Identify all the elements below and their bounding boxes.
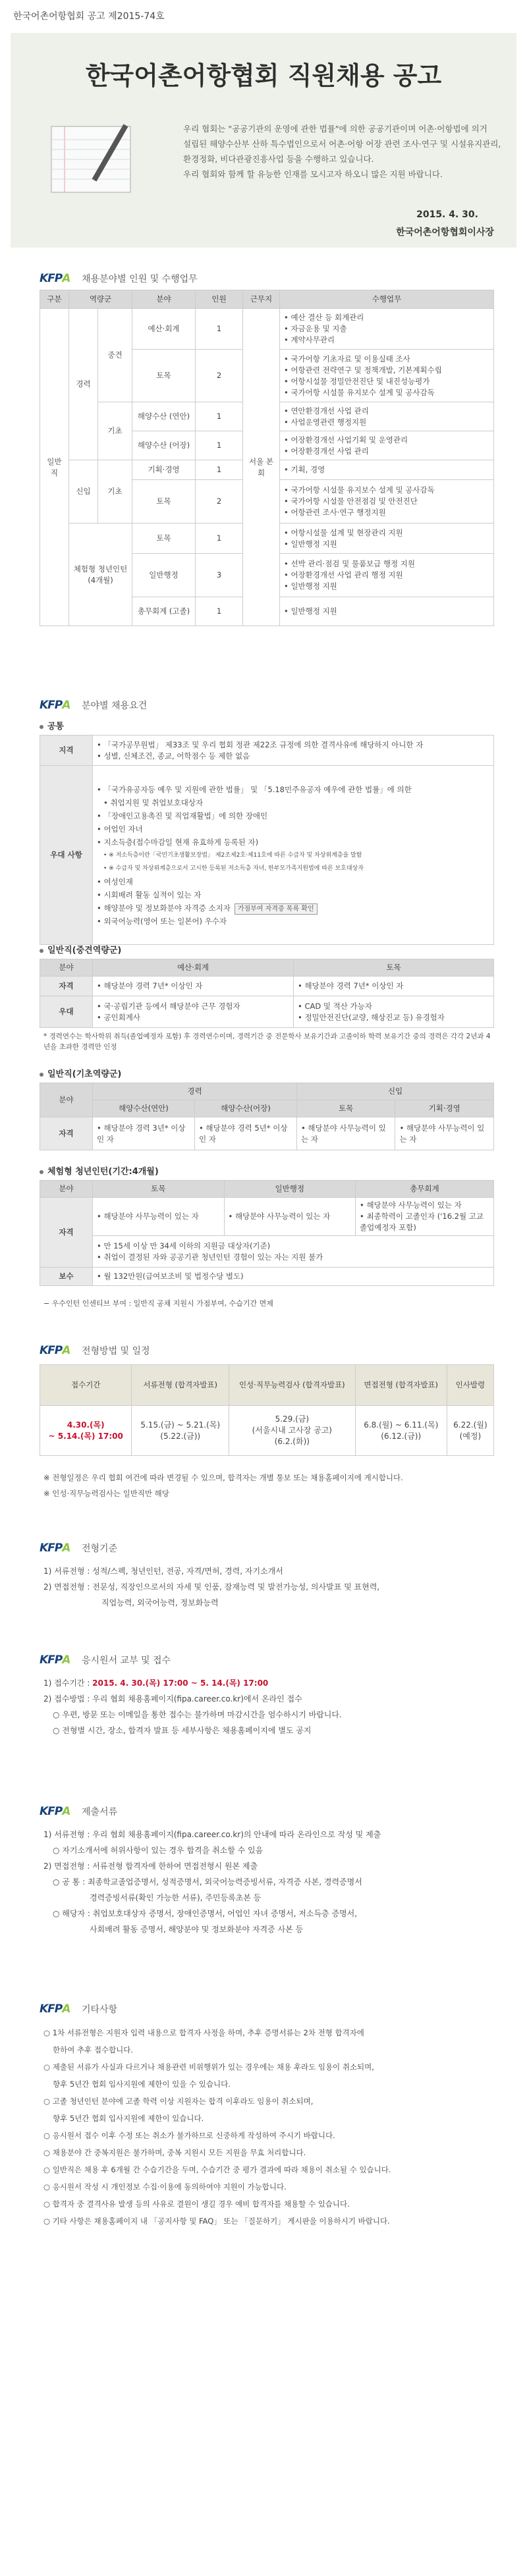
- documents-text: 1) 서류전형 : 우리 협회 채용홈페이지(fipa.career.co.kr)의 안내에 따라 온라인으로 작성 및 제출 ○ 자기소개서에 허위사항이 있는 경우 합격을 취소할 수 있음 2) 면접전형 : 서류전형 합격자에 한하여 면접전형시 원본 제출 ○ 공 통 : 최종학교졸업증명서, 성적증명서, 외국어능력증빙서류, 자격증 사본, 경력증명서 경력증빙서류(확인 가능한 서류), 주민등록초본 등 ○ 해당자 : 취업보호대상자 증명서, 장애인증명서, 어업인 자녀 증명서, 저소득층 증명서, 사회배려 활동 증명서, 해양분야 및 정보화분야 자격증 사본 등: [43, 1830, 381, 1934]
- sub-basic: 일반직(기초역량군): [40, 1067, 121, 1079]
- table-row: 기초 해양수산 (연안) 1 • 연안환경개선 사업 관리 • 사업운영관련 행정지원: [40, 402, 494, 431]
- table-row: 일반직 경력 중견 예산·회계 1 서울 본회 • 예산 결산 등 회계관리 • 자금운용 및 지출 • 계약사무관리: [40, 309, 494, 350]
- positions-table-body: 구분 역량군 분야 인원 근무지 수행업무 일반직 경력 중견 예산·회계 1 서울 본회 • 예산 결산 등 회계관리 • 자금운용 및 지출 • 계약사무관리 토목 2 • 국가어항 기초자료 및 이용실태 조사 • 어항관련 전략연구 및 정책개발, 기본계획수립 • 어항시설물 정밀안전진단 및 내진성능평가 • 국가어항 시설물 유지보수 설계 및 공사감독 기초 해양수산 (연안) 1 • 연안환경개선 사업 관리 • 사업운영관련 행정지원 해양수산 (어장) 1 • 어장환경개선 사업기획 및 운영관리 • 어장환경개선 사업 관리 신입 기초 기획·경영 1 • 기획, 경영 토목 2 • 국가어항 시설물 유지보수 설계 및 공사감독 • 국가어항 시설물 안전점검 및 안전진단 • 어항관련 조사·연구 행정지원 체험형 청년인턴 (4개월) 토목 1 • 어항시설물 설계 및 현장관리 지원 • 일반행정 지원 일반행정 3 • 선박 관리·점검 및 물품보급 행정 지원 • 어장환경개선 사업 관리 행정 지원 • 일반행정 지원 총무회계 (고졸) 1 • 일반행정 지원: [40, 290, 494, 626]
- sub-common: 공통: [40, 719, 64, 732]
- basic-requirements-table: 분야 경력 신입 해양수산(연안) 해양수산(어장) 토목 기획·경영 자격 • 해당분야 경력 3년* 이상인 자 • 해당분야 경력 5년* 이상인 자 • 해당분야 사무능력이 있는 자 • 해당분야 사무능력이 있는 자: [40, 1083, 494, 1150]
- job-posting-page: 한국어촌어항협회 공고 제2015-74호 한국어촌어항협회 직원채용 공고 우리 협회는 "공공기관의 운영에 관한 법률"에 의한 공공기관이며 어촌·어항법에 의거 설립된 해양수산부 산하 특수법인으로서 어촌·어항 어장 관련 조사·연구 및 시설유지관리, 환경정화, 비다관광진흥사업 등을 수행하고 있습니다. 우리 협회와 함께 할 유능한 인재를 모시고자 하오니 많은 지원 바랍니다. 2015. 4. 30. 한국어촌어항협회이사장 KFP A 채용분야별 인원 및 수행업무 구분 역량군 분야 인원 근무지 수행업무 일반직 경력 중견 예산·회계 1 서울 본회 • 예산 결산 등 회계관리 • 자금운용 및 지출 • 계약사무관리 토목 2 • 국가어항 기초자료 및 이용실태 조사 • 어항관련 전략연구 및 정책개발, 기본계획수립 • 어항시설물 정밀안전진단 및 내진성능평가 • 국가어항 시설물 유지보수 설계 및 공사감독 기초 해양수산 (연안) 1 • 연안환경개선 사업 관리 • 사업운영관련 행정지원 해양수산 (어장) 1 • 어장환경개선 사업기획 및 운영관리 • 어장환경개선 사업 관리 신입 기초 기획·경영 1 • 기획, 경영 토목 2 • 국가어항 시설물 유지보수 설계 및 공사감독 • 국가어항 시설물 안전점검 및 안전진단 • 어항관련 조사·연구 행정지원 체험형 청년인턴 (4개월) 토목 1 • 어항시설물 설계 및 현장관리 지원 • 일반행정 지원 일반행정 3 • 선박 관리·점검 및 물품보급 행정 지원 • 어장환경개선 사업 관리 행정 지원 • 일반행정 지원 총무회계 (고졸) 1 • 일반행정 지원 KFP A 분야별 채용요건 공통 지격 • 「국가공무원법」 제33조 및 우리 협회 정관 제22조 규정에 의한 결격사유에 해당하지 아니한 자 • 성별, 신체조건, 종교, 어학점수 등 제한 없음 우대 사항 • 「국가유공자등 예우 및 지원에 관한 법률」 및 「5.18민주유공자 예우에 관한 법률」에 의한 • 취업지원 및 취업보호대상자 • 「장애인고용촉진 및 직업재활법」에 의한 장애인 • 어업인 자녀 • 지소득층(접수마감일 현재 유효하게 등록된 자) • ※ 저소득층이란「국민기초생활보장법」 제2조제2호·제11호에 따른 수급자 및 차상위계층을 말함 • ※ 수급자 및 차상위계층으로서 고시한 등록된 저소득층 자녀, 한부모가족지원법에 따른 보호대상자 • 여성인재 • 시회배려 활동 실적이 있는 자 • 해양분야 및 정보화분야 자격증 소지자 가점부여 자격증 목록 확인 • 외국어능력(영어 또는 일본어) 우수자 일반직(중견역량군) 분야 예산·회계 토목 자격 • 해당분야 경력 7년* 이상인 자 • 해당분야 경력 7년* 이상인 자 우대 • 국·공립기관 등에서 해당분야 근무 경험자 • 공인회계사 • CAD 및 적산 가능자 • 정밀안전진단(교량, 해상진교 등) 유경험자 * 경력연수는 학사학위 취득(졸업예정자 포함) 후 경력연수이며, 경력기간 중 전문학사 보유기간과 고졸이하 학력 보유기간 중의 경력은 각각 2년과 4년을 초과한 경력만 인정 일반직(기초역량군) 분야 경력 신입 해양수산(연안) 해양수산(어장) 토목 기획·경영 자격 • 해당분야 경력 3년* 이상인 자 • 해당분야 경력 5년* 이상인 자 • 해당분야 사무능력이 있는 자 • 해당분야 사무능력이 있는 자 체험형 청년인턴(기간:4개월) 분야 토목 일반행정 총무회계 자격 • 해당분야 사무능력이 있는 자 • 해당분야 사무능력이 있는 자 • 해당분야 사무능력이 있는 자 • 최종학력이 고졸인자 ('16.2월 고교 졸업예정자 포함) • 만 15세 이상 만 34세 이하의 지원금 대상자(기준) • 취업이 결정된 자와 공공기관 청년인턴 경험이 있는 자는 지원 불가 보수 • 월 132만원(급여보조비 및 법정수당 별도) − 우수인턴 인센티브 부여 : 일반직 공채 지원시 가점부여, 수습기간 면제 KFP A 전형방법 및 일정 접수기간 서류전형 (합격자발표) 인성·직무능력검사 (합격자발표) 면접전형 (합격자발표) 인사발령 4.30.(목) ~ 5.14.(목) 17:00 5.15.(금) ~ 5.21.(목) (5.22.(금)) 5.29.(금) (서울시내 고사장 공고) (6.2.(화)) 6.8.(월) ~ 6.11.(목) (6.12.(금)) 6.22.(월) (예정) ※ 전형일정은 우리 협회 여건에 따라 변경될 수 있으며, 합격자는 개별 통보 또는 채용홈페이지에 게시합니다. ※ 인성·직무능력검사는 일반직만 해당 KFP A 전형기준 1) 서류전형 : 성적/스펙, 청년인턴, 전공, 자격/면허, 경력, 자기소개서 2) 면접전형 : 전문성, 직장인으로서의 자세 및 인품, 잠재능력 및 발전가능성, 의사발표 및 표현력, 직업능력, 외국어능력, 정보화능력 KFP A 응시원서 교부 및 접수 1) 접수기간 : 2015. 4. 30.(목) 17:00 ~ 5. 14.(목) 17:00 2) 접수방법 : 우리 협회 채용홈페이지(fipa.career.co.kr)에서 온라인 접수 ○ 우편, 방문 또는 이메일을 통한 접수는 불가하며 마감시간을 엄수하시기 바랍니다. ○ 전형별 시간, 장소, 합격자 발표 등 세부사항은 채용홈페이지에 별도 공지 KFP A 제출서류 1) 서류전형 : 우리 협회 채용홈페이지(fipa.career.co.kr)의 안내에 따라 온라인으로 작성 및 제출 ○ 자기소개서에 허위사항이 있는 경우 합격을 취소할 수 있음 2) 면접전형 : 서류전형 합격자에 한하여 면접전형시 원본 제출 ○ 공 통 : 최종학교졸업증명서, 성적증명서, 외국어능력증빙서류, 자격증 사본, 경력증명서 경력증빙서류(확인 가능한 서류), 주민등록초본 등 ○ 해당자 : 취업보호대상자 증명서, 장애인증명서, 어업인 자녀 증명서, 저소득층 증명서, 사회배려 활동 증명서, 해양분야 및 정보화분야 자격증 사본 등 KFP A 기타사항 ○ 1차 서류전형은 지원자 입력 내용으로 합격자 사정을 하며, 추후 증명서류는 2차 전형 합격자에 한하여 추후 접수합니다. ○ 제출된 서류가 사실과 다르거나 채용관련 비위행위가 있는 경우에는 채용 후라도 임용이 취소되며, 향후 5년간 협회 입사지원에 제한이 있을 수 있습니다. ○ 고졸 청년인턴 분야에 고졸 학력 이상 지원자는 합격 이후라도 임용이 취소되며, 향후 5년간 협회 입사지원에 제한이 있습니다. ○ 응시원서 접수 이후 수정 또는 취소가 불가하므로 신중하게 작성하여 주시기 바랍니다. ○ 채용분야 간 중복지원은 불가하며, 중복 지원시 모든 지원을 무효 처리합니다. ○ 일반직은 채용 후 6개월 간 수습기간을 두며, 수습기간 중 평가 결과에 따라 채용이 취소될 수 있습니다. ○ 응시원서 작성 시 개인정보 수집·이용에 동의하여야 지원이 가능합니다. ○ 합격자 중 결격사유 발생 등의 사유로 결원이 생길 경우 예비 합격자를 채용할 수 있습니다. ○ 기타 사항은 채용홈페이지 내 「공지사항 및 FAQ」 또는 「질문하기」 게시판을 이용하시기 바랍니다.: [0, 0, 527, 2576]
- table-row: 토목 2 • 국가어항 기초자료 및 이용실태 조사 • 어항관련 전략연구 및 정책개발, 기본계획수립 • 어항시설물 정밀안전진단 및 내진성능평가 • 국가어항 시설물 유지보수 설계 및 공사감독: [40, 350, 494, 402]
- hero-intro: 우리 협회는 "공공기관의 운영에 관한 법률"에 의한 공공기관이며 어촌·어항법에 의거 설립된 해양수산부 산하 특수법인으로서 어촌·어항 어장 관련 조사·연구 및 시설유지관리, 환경정화, 비다관광진흥사업 등을 수행하고 있습니다. 우리 협회와 함께 할 유능한 인재를 모시고자 하오니 많은 지원 바랍니다.: [183, 124, 501, 179]
- section-header-documents: KFP A 제출서류: [40, 1805, 118, 1818]
- application-link[interactable]: 2) 접수방법 : 우리 협회 채용홈페이지(fipa.career.co.kr)에서 온라인 접수: [43, 1694, 302, 1704]
- career-note: * 경력연수는 학사학위 취득(졸업예정자 포함) 후 경력연수이며, 경력기간 중 전문학사 보유기간과 고졸이하 학력 보유기간 중의 경력은 각각 2년과 4년을 초과한 경력만 인정: [43, 1033, 491, 1051]
- page-title: 한국어촌어항협회 직원채용 공고: [85, 61, 442, 90]
- kfpa-logo-icon: KFP A: [40, 1805, 70, 1818]
- table-row: 체험형 청년인턴 (4개월) 토목 1 • 어항시설물 설계 및 현장관리 지원 • 일반행정 지원: [40, 523, 494, 554]
- post-date: 2015. 4. 30.: [416, 209, 478, 220]
- notebook-illustration: [45, 120, 144, 199]
- intern-incentive-note: − 우수인턴 인센티브 부여 : 일반직 공채 지원시 가점부여, 수습기간 면제: [43, 1299, 273, 1308]
- kfpa-logo-icon: KFP A: [40, 1344, 70, 1357]
- schedule-table: 접수기간 서류전형 (합격자발표) 인성·직무능력검사 (합격자발표) 면접전형 (합격자발표) 인사발령 4.30.(목) ~ 5.14.(목) 17:00 5.15.(금) ~ 5.21.(목) (5.22.(금)) 5.29.(금) (서울시내 고사장 공고) (6.2.(화)) 6.8.(월) ~ 6.11.(목) (6.12.(금)) 6.22.(월) (예정): [40, 1364, 494, 1456]
- notice-number: 한국어촌어항협회 공고 제2015-74호: [13, 11, 165, 22]
- table-row: 일반행정 3 • 선박 관리·점검 및 물품보급 행정 지원 • 어장환경개선 사업 관리 행정 지원 • 일반행정 지원: [40, 554, 494, 597]
- kfpa-logo-icon: KFP A: [40, 1653, 70, 1667]
- table-row: 신입 기초 기획·경영 1 • 기획, 경영: [40, 460, 494, 480]
- table-row: 토목 2 • 국가어항 시설물 유지보수 설계 및 공사감독 • 국가어항 시설물 안전점검 및 안전진단 • 어항관련 조사·연구 행정지원: [40, 480, 494, 523]
- certificate-list-link[interactable]: 가점부여 자격증 목록 확인: [235, 903, 318, 915]
- table-row: 총무회계 (고졸) 1 • 일반행정 지원: [40, 597, 494, 626]
- section-header-requirements: KFP A 분야별 채용요건: [40, 699, 148, 712]
- common-requirements-table: 지격 • 「국가공무원법」 제33조 및 우리 협회 정관 제22조 규정에 의한 결격사유에 해당하지 아니한 자 • 성별, 신체조건, 종교, 어학점수 등 제한 없음 우대 사항 • 「국가유공자등 예우 및 지원에 관한 법률」 및 「5.18민주유공자 예우에 관한 법률」에 의한 • 취업지원 및 취업보호대상자 • 「장애인고용촉진 및 직업재활법」에 의한 장애인 • 어업인 자녀 • 지소득층(접수마감일 현재 유효하게 등록된 자) • ※ 저소득층이란「국민기초생활보장법」 제2조제2호·제11호에 따른 수급자 및 차상위계층을 말함 • ※ 수급자 및 차상위계층으로서 고시한 등록된 저소득층 자녀, 한부모가족지원법에 따른 보호대상자 • 여성인재 • 시회배려 활동 실적이 있는 자 • 해양분야 및 정보화분야 자격증 소지자 가점부여 자격증 목록 확인 • 외국어능력(영어 또는 일본어) 우수자: [40, 735, 494, 945]
- hero-banner: [11, 33, 516, 248]
- intern-requirements-table: 분야 토목 일반행정 총무회계 자격 • 해당분야 사무능력이 있는 자 • 해당분야 사무능력이 있는 자 • 해당분야 사무능력이 있는 자 • 최종학력이 고졸인자 ('16.2월 고교 졸업예정자 포함) • 만 15세 이상 만 34세 이하의 지원금 대상자(기준) • 취업이 결정된 자와 공공기관 청년인턴 경험이 있는 자는 지원 불가 보수 • 월 132만원(급여보조비 및 법정수당 별도): [40, 1180, 494, 1286]
- kfpa-logo-icon: KFP A: [40, 699, 70, 712]
- senior-requirements-table: 분야 예산·회계 토목 자격 • 해당분야 경력 7년* 이상인 자 • 해당분야 경력 7년* 이상인 자 우대 • 국·공립기관 등에서 해당분야 근무 경험자 • 공인회계사 • CAD 및 적산 가능자 • 정밀안전진단(교량, 해상진교 등) 유경험자: [40, 959, 494, 1028]
- section-header-positions: KFP A 채용분야별 인원 및 수행업무: [40, 272, 198, 285]
- kfpa-logo-icon: KFP A: [40, 272, 70, 285]
- kfpa-logo-icon: KFP A: [40, 1542, 70, 1555]
- other-text: ○ 1차 서류전형은 지원자 입력 내용으로 합격자 사정을 하며, 추후 증명서류는 2차 전형 합격자에 한하여 추후 접수합니다. ○ 제출된 서류가 사실과 다르거나 채용관련 비위행위가 있는 경우에는 채용 후라도 임용이 취소되며, 향후 5년간 협회 입사지원에 제한이 있을 수 있습니다. ○ 고졸 청년인턴 분야에 고졸 학력 이상 지원자는 합격 이후라도 임용이 취소되며, 향후 5년간 협회 입사지원에 제한이 있습니다. ○ 응시원서 접수 이후 수정 또는 취소가 불가하므로 신중하게 작성하여 주시기 바랍니다. ○ 채용분야 간 중복지원은 불가하며, 중복 지원시 모든 지원을 무효 처리합니다. ○ 일반직은 채용 후 6개월 간 수습기간을 두며, 수습기간 중 평가 결과에 따라 채용이 취소될 수 있습니다. ○ 응시원서 작성 시 개인정보 수집·이용에 동의하여야 지원이 가능합니다. ○ 합격자 중 결격사유 발생 등의 사유로 결원이 생길 경우 예비 합격자를 채용할 수 있습니다. ○ 기타 사항은 채용홈페이지 내 「공지사항 및 FAQ」 또는 「질문하기」 게시판을 이용하시기 바랍니다.: [43, 2028, 391, 2226]
- sub-intern: 체험형 청년인턴(기간:4개월): [40, 1164, 159, 1177]
- section-header-schedule: KFP A 전형방법 및 일정: [40, 1344, 150, 1357]
- kfpa-logo-icon: KFP A: [40, 2002, 70, 2016]
- sub-senior: 일반직(중견역량군): [40, 943, 121, 955]
- application-text: 1) 접수기간 : 2015. 4. 30.(목) 17:00 ~ 5. 14.(목) 17:00 2) 접수방법 : 우리 협회 채용홈페이지(fipa.career.co.kr)에서 온라인 접수 ○ 우편, 방문 또는 이메일을 통한 접수는 불가하며 마감시간을 엄수하시기 바랍니다. ○ 전형별 시간, 장소, 합격자 발표 등 세부사항은 채용홈페이지에 별도 공지: [43, 1675, 498, 1738]
- issuer: 한국어촌어항협회이사장: [396, 227, 494, 238]
- section-header-application: KFP A 응시원서 교부 및 접수: [40, 1653, 171, 1667]
- section-header-criteria: KFP A 전형기준: [40, 1542, 118, 1555]
- section-header-other: KFP A 기타사항: [40, 2002, 118, 2016]
- criteria-text: 1) 서류전형 : 성적/스펙, 청년인턴, 전공, 자격/면허, 경력, 자기소개서 2) 면접전형 : 전문성, 직장인으로서의 자세 및 인품, 잠재능력 및 발전가능성, 의사발표 및 표현력, 직업능력, 외국어능력, 정보화능력: [43, 1567, 380, 1607]
- table-row: 해양수산 (어장) 1 • 어장환경개선 사업기획 및 운영관리 • 어장환경개선 사업 관리: [40, 431, 494, 460]
